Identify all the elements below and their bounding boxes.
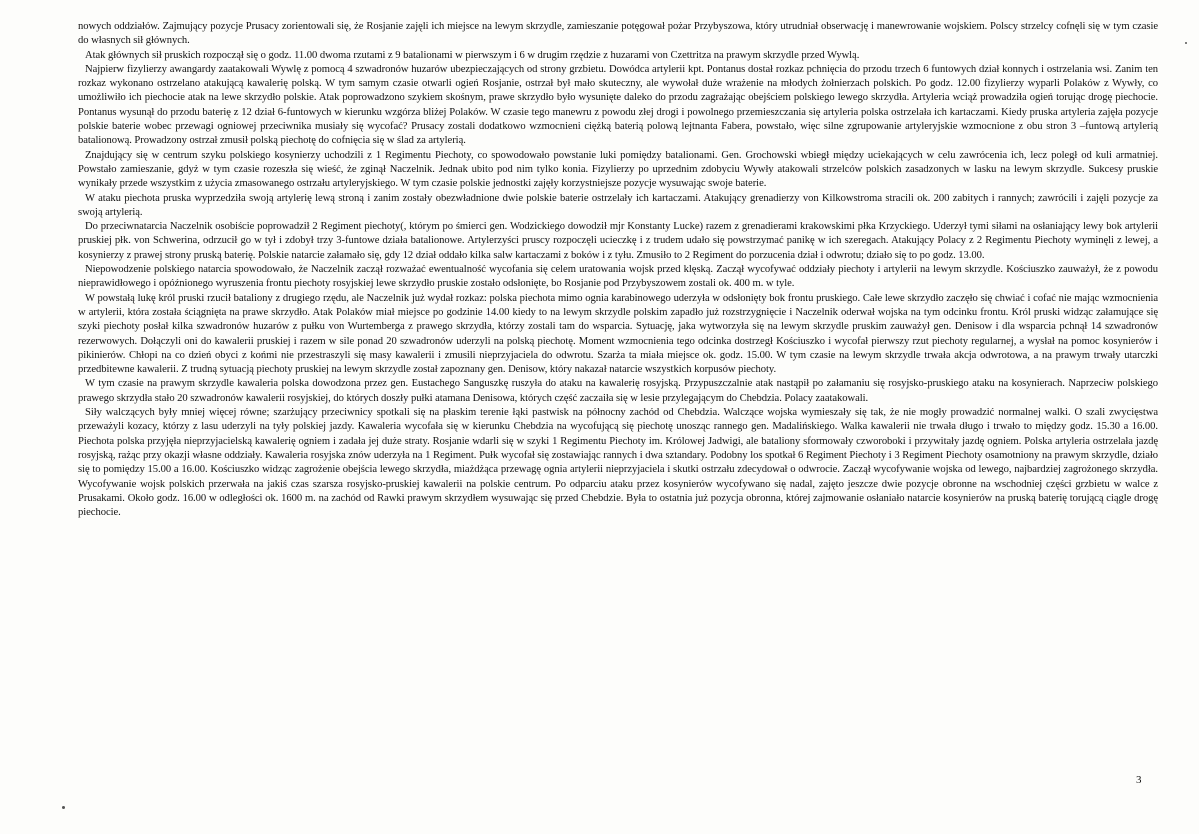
paragraph: W tym czasie na prawym skrzydle kawaleria polska dowodzona przez gen. Eustachego Sanguszkę ruszyła do ataku na kawalerię rosyjską. Przypuszczalnie atak nastąpił po załamaniu się rosyjsko-pruskiego ataku na kosynierach. Naprzeciw polskiego prawego skrzydła stało 20 szwadronów kawalerii rosyjskiej, do których doszły pułki atamana Denisowa, których część zaczaiła się w lesie przylegającym do Chebdzia. Polacy zaatakowali.: [78, 378, 1158, 404]
paragraph: Atak głównych sił pruskich rozpoczął się o godz. 11.00 dwoma rzutami z 9 batalionami w pierwszym i 6 w drugim rzędzie z huzarami von Czettritza na prawym skrzydle przed Wywlą.: [85, 49, 860, 61]
document-body: [78, 20, 1158, 520]
paragraph: nowych oddziałów. Zajmujący pozycje Prusacy zorientowali się, że Rosjanie zajęli ich miejsce na lewym skrzydle, zamieszanie potęgował pożar Przybyszowa, który utrudniał obserwację i manewrowanie wojskiem. Polscy strzelcy cofnęli się w tym czasie do własnych sił głównych.: [78, 21, 1158, 47]
paragraph: W powstałą lukę król pruski rzucił bataliony z drugiego rzędu, ale Naczelnik już wydał rozkaz: polska piechota mimo ognia karabinowego uderzyła w odsłonięty bok frontu pruskiego. Całe lewe skrzydło zaczęło się chwiać i cofać nie mając wzmocnienia w artylerii, która została ściągnięta na prawe skrzydło. Atak Polaków miał miejsce po godzinie 14.00 kiedy to na lewym skrzydle polskim zapadło już rozstrzygnięcie i Naczelnik oderwał wojska na tym odcinku frontu. Król pruski widząc załamujące się szyki piechoty posłał kilka szwadronów huzarów z pułku von Wurtemberga z prawego skrzydła, którzy zostali tam do wsparcia. Sytuację, jaka wytworzyła się na lewym skrzydle pruskim zauważył gen. Denisow i dla wsparcia pchnął 14 szwadronów rezerwowych. Dołączyli oni do kawalerii pruskiej i razem w sile ponad 20 szwadronów uderzyli na polską piechotę. Moment wzmocnienia tego odcinka dostrzegł Kościuszko i wycofał pierwszy rzut piechoty regularnej, a wysłał na pomoc kosynierów i pikinierów. Chłopi na co dzień obyci z końmi nie przestraszyli się masy kawalerii i zmusili nieprzyjaciela do odwrotu. Szarża ta miała miejsce ok. godz. 15.00. W tym czasie na lewym skrzydle trwała akcja odwrotowa, a na prawym trwały utarczki przedbitewne kawalerii. Z trudną sytuacją piechoty pruskiej na lewym skrzydle został zapoznany gen. Denisow, który nakazał natarcie wszystkich korpusów piechoty.: [78, 292, 1158, 376]
paragraph: W ataku piechota pruska wyprzedziła swoją artylerię lewą stroną i zanim zostały obezwładnione dwie polskie baterie ostrzelały ich kartaczami. Atakujący grenadierzy von Kilkowstroma stracili ok. 200 zabitych i rannych; zawrócili i zajęli pozycje za swoją artylerią.: [78, 192, 1158, 218]
paragraph: Do przeciwnatarcia Naczelnik osobiście poprowadził 2 Regiment piechoty(, którym po śmierci gen. Wodzickiego dowodził mjr Konstanty Lucke) razem z grenadierami krakowskimi płka Krzyckiego. Uderzył tymi siłami na osłaniający lewy bok artylerii pruskiej płk. von Schwerina, odrzucił go w tył i zdobył trzy 3-funtowe działa batalionowe. Artylerzyści pruscy rozpoczęli ucieczkę i z trudem udało się powstrzymać panikę w ich szeregach. Atakujący Polacy z 2 Regimentu Piechoty wyminęli z lewej, a kosynierzy z prawej strony pruską baterię. Polskie natarcie załamało się, gdy 12 dział oddało kilka salw kartaczami z boków i z tyłu. Zmusiło to 2 Regiment do porzucenia dział i odwrotu; działo się to po godz. 13.00.: [78, 221, 1158, 261]
paragraph: Siły walczących były mniej więcej równe; szarżujący przeciwnicy spotkali się na płaskim terenie łąki pastwisk na północny zachód od Chebdzia. Walczące wojska wymieszały się tak, że nie mogły prowadzić normalnej walki. O szali zwycięstwa przeważyli kozacy, którzy z lasu uderzyli na tyły polskiej jazdy. Kawaleria wycofała się w kierunku Chebdzia na wycofującą się piechotę unosząc rannego gen. Madalińskiego. Walka kawalerii nie trwała długo i trwało to między godz. 15.30 a 16.00. Piechota polska przyjęła nieprzyjacielską kawalerię ogniem i zadała jej duże straty. Rosjanie wdarli się w szyki 1 Regimentu Piechoty im. Królowej Jadwigi, ale bataliony sformowały czworoboki i przywitały jazdę ogniem. Polska artyleria ostrzelała jazdę rosyjską, rażąc przy okazji własne oddziały. Kawaleria rosyjska znów uderzyła na 1 Regiment. Pułk wycofał się zostawiając rannych i dwa sztandary. Podobny los spotkał 6 Regiment Piechoty i 3 Regiment Piechoty osamotniony na prawym skrzydle, działo się to pomiędzy 15.00 a 16.00. Kościuszko widząc zagrożenie obejścia lewego skrzydła, miażdżąca przewagę ognia artylerii nieprzyjaciela i skutki ostrzału zdecydował o odwrocie. Zaczął wycofywanie wojska od lewego, najbardziej zagrożonego skrzydła. Wycofywanie wojsk polskich przerwała na jakiś czas szarsza rosyjsko-pruskiej kawalerii na polskie centrum. Po odparciu ataku przez kosynierów wycofywano się nadal, zajęto jeszcze dwie pozycje obronne na wschodniej części grzbietu w walce z Prusakami. Około godz. 16.00 w odległości ok. 1600 m. na zachód od Rawki prawym skrzydłem wysuwając się przed Chebdzie. Była to ostatnia już pozycja obronna, której zajmowanie osłaniało natarcie kosynierów na pruską baterię torującą ciągle drogę piechocie.: [78, 407, 1158, 519]
scan-speck: [62, 806, 65, 809]
page-number: 3: [1136, 774, 1142, 786]
scan-speck: [1185, 42, 1187, 44]
paragraph: Niepowodzenie polskiego natarcia spowodowało, że Naczelnik zaczął rozważać ewentualność wycofania się celem uratowania wojsk przed klęską. Zaczął wycofywać oddziały piechoty i artylerii na lewym skrzydle. Kościuszko zauważył, że z powodu nieprawidłowego i opóźnionego wyruszenia frontu piechoty rosyjskiej lewe skrzydło pruskie zostało odsłonięte, bo Rosjanie pod Przybyszowem zostali ok. 400 m. w tyle.: [78, 264, 1158, 290]
paragraph: Znajdujący się w centrum szyku polskiego kosynierzy uchodzili z 1 Regimentu Piechoty, co spowodowało powstanie luki pomiędzy batalionami. Gen. Grochowski wbiegł między uciekających w celu zawrócenia ich, lecz poległ od kuli armatniej. Powstało zamieszanie, gdyż w tym czasie rozeszła się wieść, że zginął Naczelnik. Jednak ubito pod nim tylko konia. Fizylierzy po uprzednim zdobyciu Wywły atakowali strzelców polskich zasadzonych w lasku na lewym skrzydle. Sukcesy pruskie wynikały przede wszystkim z użycia zmasowanego ostrzału artyleryjskiego. W tym czasie polskie jednostki zajęły korzystniejsze pozycje wysuwając swoje baterie.: [78, 149, 1158, 190]
paragraph: Najpierw fizylierzy awangardy zaatakowali Wywlę z pomocą 4 szwadronów huzarów ubezpieczających od strony grzbietu. Dowódca artylerii kpt. Pontanus dostał rozkaz pchnięcia do przodu trzech 6 funtowych dział konnych i ostrzelania wsi. Zanim ten rozkaz wykonano ostrzelano atakującą kawalerię polską. W tym samym czasie otwarli ogień Rosjanie, ostrzał był mało skuteczny, ale wywołał duże wrażenie na młodych żołnierzach polskich. Po godz. 12.00 fizylierzy wyparli Polaków z Wywły, co umożliwiło ich piechocie atak na lewe skrzydło polskie. Atak poprowadzono szykiem skośnym, prawe skrzydło było wysunięte daleko do przodu zagrażając obejściem polskiego lewego skrzydła. Artyleria wciąż prowadziła ogień torując drogę piechocie. Pontanus wysunął do przodu baterię z 12 dział 6-funtowych w kierunku wzgórza bliżej Polaków. W czasie tego manewru z powodu złej drogi i powolnego przemieszczania się artyleria polska ostrzelała ich kartaczami. Kiedy pruska artyleria zajęła pozycje polskie baterie wobec przewagi ogniowej przeciwnika musiały się wycofać? Prusacy zostali dodatkowo wzmocnieni ciężką baterią polową lejtnanta Fabera, powstało, więc silne zgrupowanie artyleryjskie wzmocnione z obu stron 3 –funtową artylerią batalionową. Prowadzony ostrzał zmusił polską piechotę do cofnięcia się w ślad za artylerią.: [78, 63, 1158, 147]
